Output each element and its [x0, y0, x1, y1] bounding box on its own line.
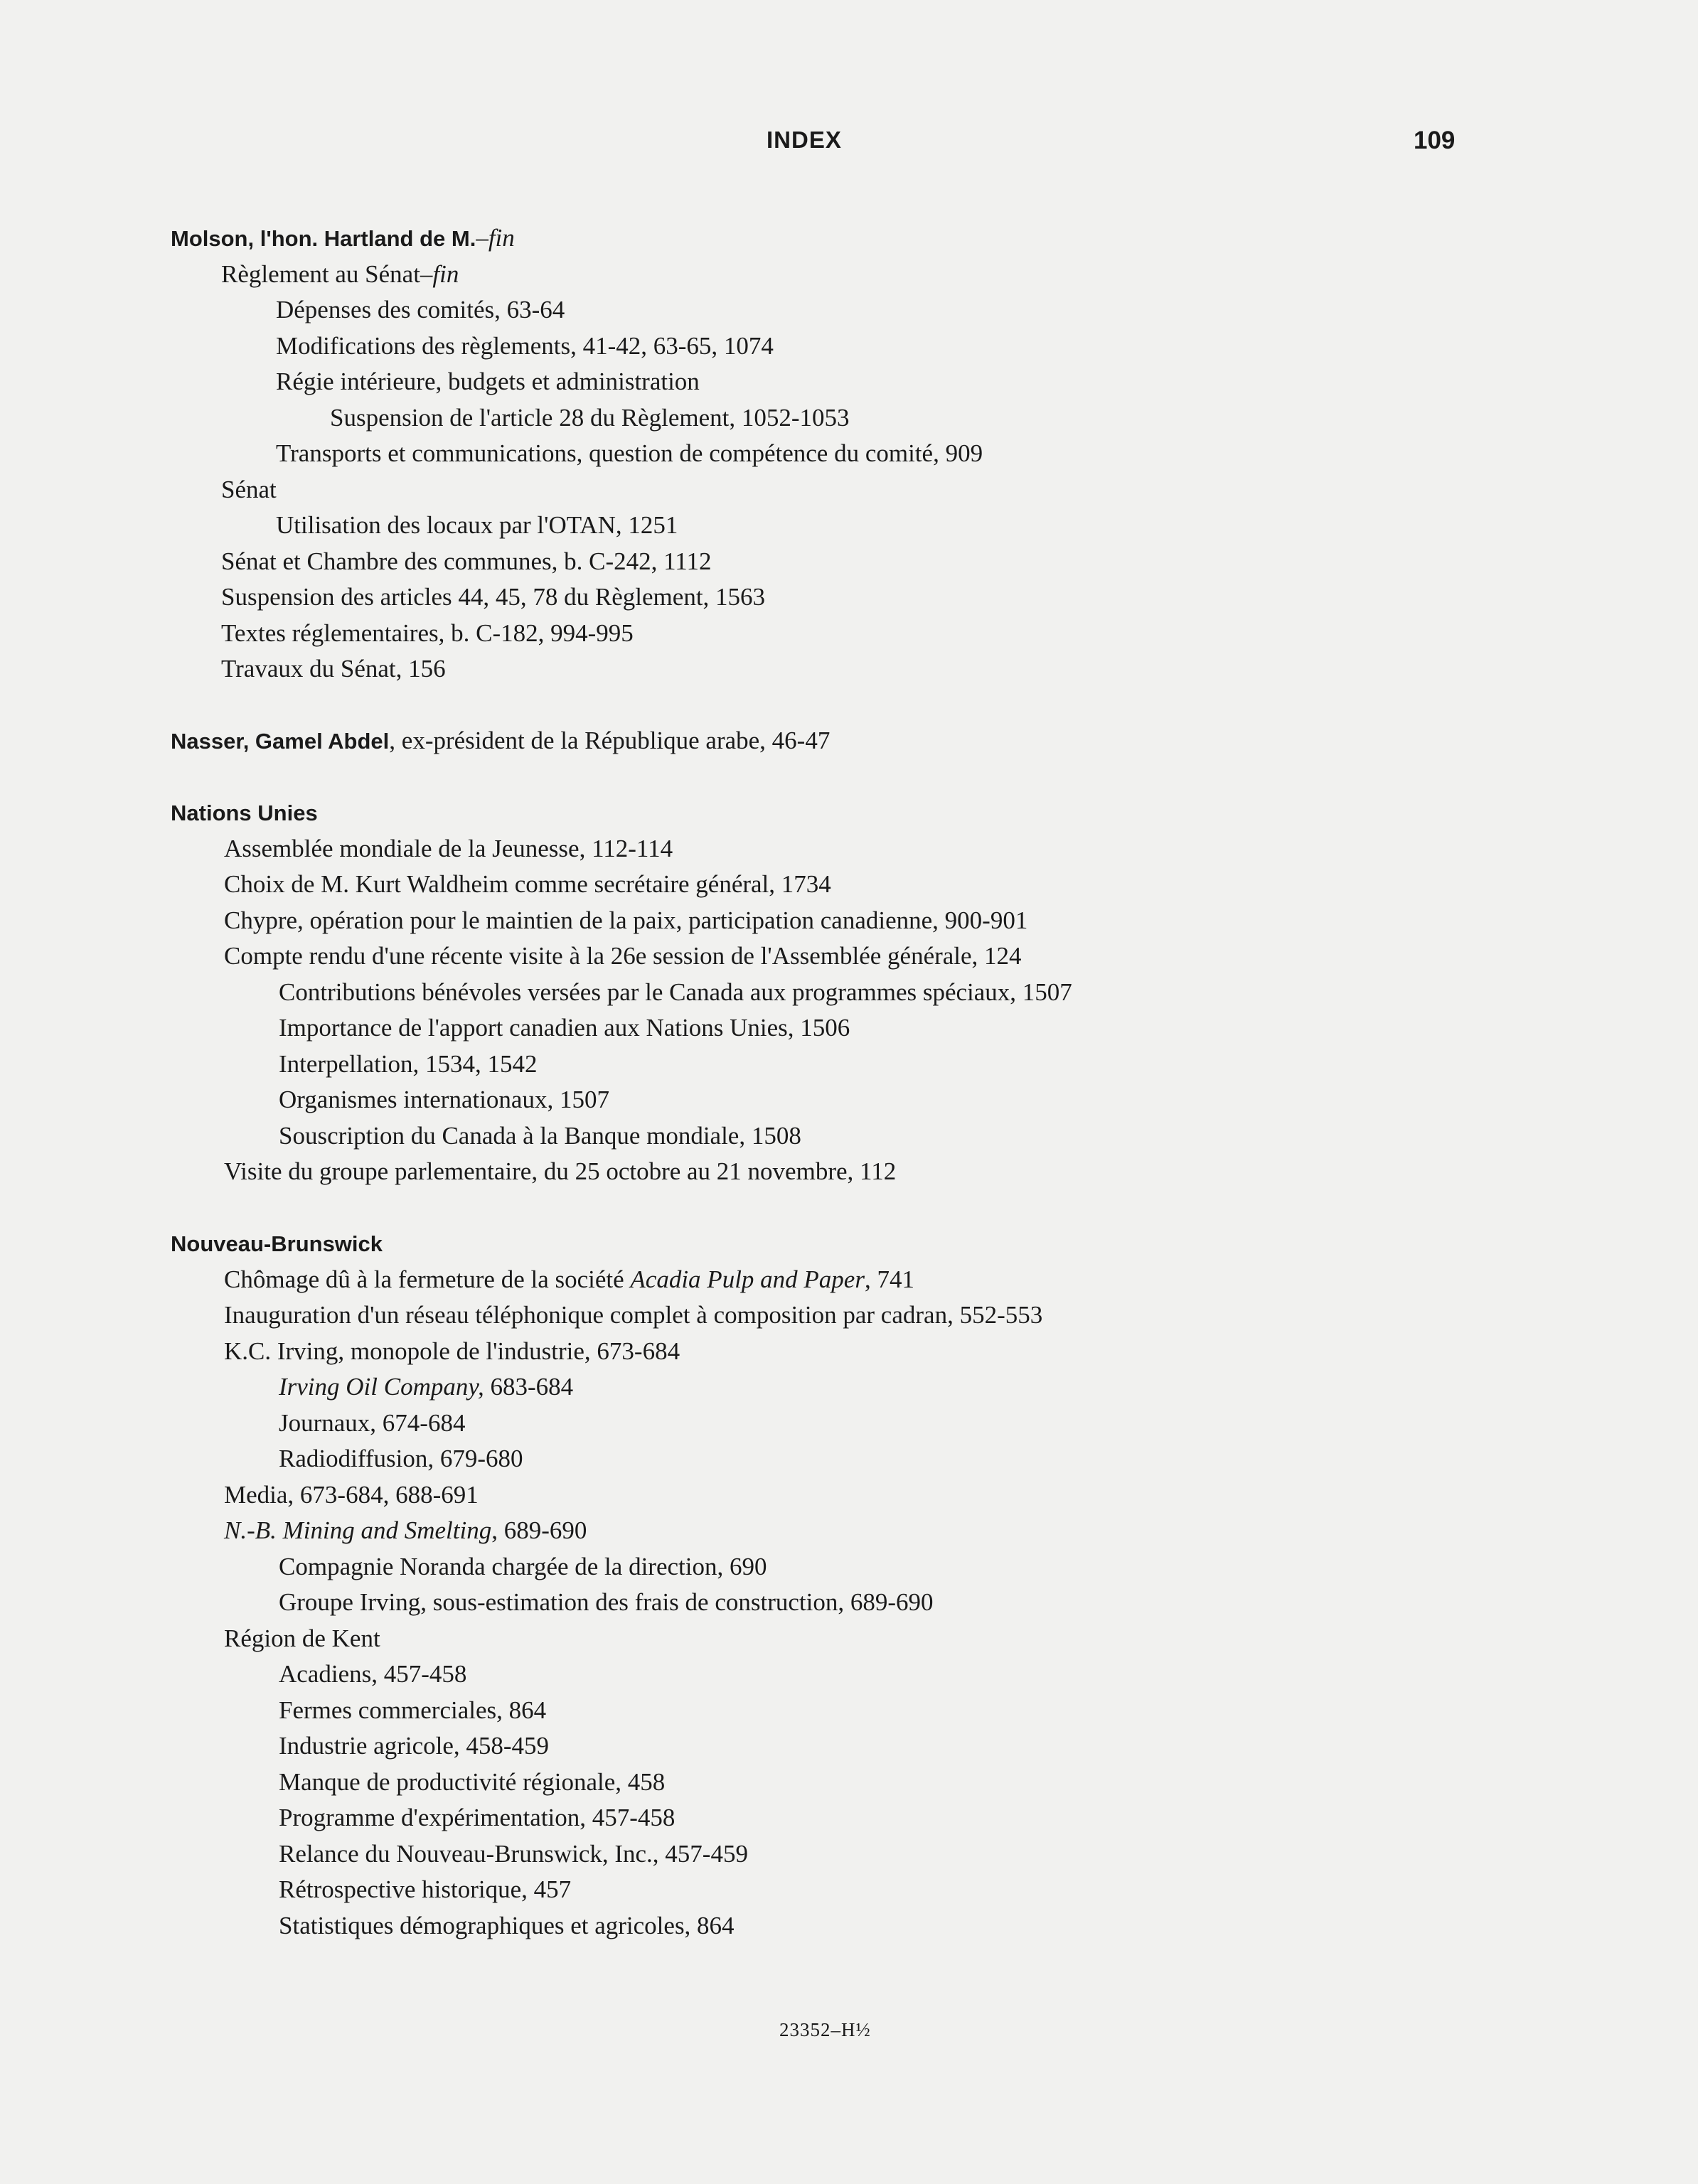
index-subentry: Media, 673-684, 688-691	[224, 1480, 479, 1509]
index-subentry: Dépenses des comités, 63-64	[276, 296, 565, 323]
index-heading-nasser: Nasser, Gamel Abdel, ex-président de la République arabe, 46-47	[171, 727, 831, 754]
index-subentry: Régie intérieure, budgets et administration	[276, 368, 700, 395]
index-subentry: Transports et communications, question de compétence du comité, 909	[276, 439, 983, 467]
index-subentry: Chômage dû à la fermeture de la société Acadia Pulp and Paper, 741	[224, 1265, 914, 1293]
index-subentry: Suspension de l'article 28 du Règlement, 1052-1053	[330, 403, 850, 432]
index-subentry: N.-B. Mining and Smelting, 689-690	[224, 1516, 587, 1544]
index-subentry: Irving Oil Company, 683-684	[279, 1373, 574, 1401]
index-subentry: Textes réglementaires, b. C-182, 994-995	[221, 619, 634, 647]
index-subentry: Sénat et Chambre des communes, b. C-242, 1112	[221, 547, 712, 575]
index-subentry: Relance du Nouveau-Brunswick, Inc., 457-459	[279, 1839, 748, 1868]
spacer	[0, 687, 1698, 724]
index-subentry: Journaux, 674-684	[279, 1408, 466, 1437]
page-header	[0, 127, 1698, 169]
index-subentry: Compte rendu d'une récente visite à la 26e session de l'Assemblée générale, 124	[224, 942, 1022, 970]
index-subentry: Importance de l'apport canadien aux Nations Unies, 1506	[279, 1014, 850, 1042]
index-subentry: K.C. Irving, monopole de l'industrie, 673-684	[224, 1337, 680, 1365]
index-subentry: Fermes commerciales, 864	[279, 1696, 547, 1724]
spacer	[0, 759, 1698, 796]
index-subentry: Compagnie Noranda chargée de la direction, 690	[279, 1552, 767, 1580]
index-subentry: Souscription du Canada à la Banque mondiale, 1508	[279, 1121, 801, 1150]
index-subentry: Statistiques démographiques et agricoles, 864	[279, 1911, 735, 1939]
index-subentry: Manque de productivité régionale, 458	[279, 1767, 666, 1796]
page-footer-code: 23352–H½	[779, 2019, 871, 2040]
index-subentry: Utilisation des locaux par l'OTAN, 1251	[276, 511, 678, 539]
index-subentry: Radiodiffusion, 679-680	[279, 1445, 523, 1472]
index-subentry: Organismes internationaux, 1507	[279, 1086, 609, 1113]
index-subentry: Chypre, opération pour le maintien de la paix, participation canadienne, 900-901	[224, 906, 1028, 934]
index-subentry: Contributions bénévoles versées par le Canada aux programmes spéciaux, 1507	[279, 978, 1072, 1006]
page-number: 109	[1414, 127, 1456, 154]
index-subentry: Travaux du Sénat, 156	[221, 655, 446, 682]
index-subentry: Rétrospective historique, 457	[279, 1875, 572, 1903]
index-subentry: Visite du groupe parlementaire, du 25 octobre au 21 novembre, 112	[224, 1157, 897, 1185]
index-subentry: Inauguration d'un réseau téléphonique complet à composition par cadran, 552-553	[224, 1301, 1043, 1329]
index-subentry: Acadiens, 457-458	[279, 1660, 467, 1688]
index-subentry: Industrie agricole, 458-459	[279, 1732, 550, 1760]
index-subentry: Suspension des articles 44, 45, 78 du Règlement, 1563	[221, 583, 766, 611]
index-body	[0, 220, 1698, 1944]
index-subentry: Sénat	[221, 475, 277, 503]
index-subentry: Règlement au Sénat–fin	[221, 259, 459, 288]
index-subentry: Choix de M. Kurt Waldheim comme secrétaire général, 1734	[224, 870, 831, 898]
index-heading-nations-unies: Nations Unies	[171, 801, 318, 825]
page-title: INDEX	[767, 127, 842, 153]
index-subentry: Assemblée mondiale de la Jeunesse, 112-114	[224, 834, 673, 862]
index-subentry: Programme d'expérimentation, 457-458	[279, 1804, 676, 1831]
index-subentry: Modifications des règlements, 41-42, 63-65, 1074	[276, 331, 774, 360]
index-heading-molson: Molson, l'hon. Hartland de M.–fin	[171, 224, 515, 252]
index-heading-nouveau-brunswick: Nouveau-Brunswick	[171, 1231, 383, 1256]
index-subentry: Groupe Irving, sous-estimation des frais de construction, 689-690	[279, 1588, 934, 1616]
index-subentry: Interpellation, 1534, 1542	[279, 1049, 538, 1078]
index-subentry: Région de Kent	[224, 1624, 380, 1652]
spacer	[0, 1190, 1698, 1226]
